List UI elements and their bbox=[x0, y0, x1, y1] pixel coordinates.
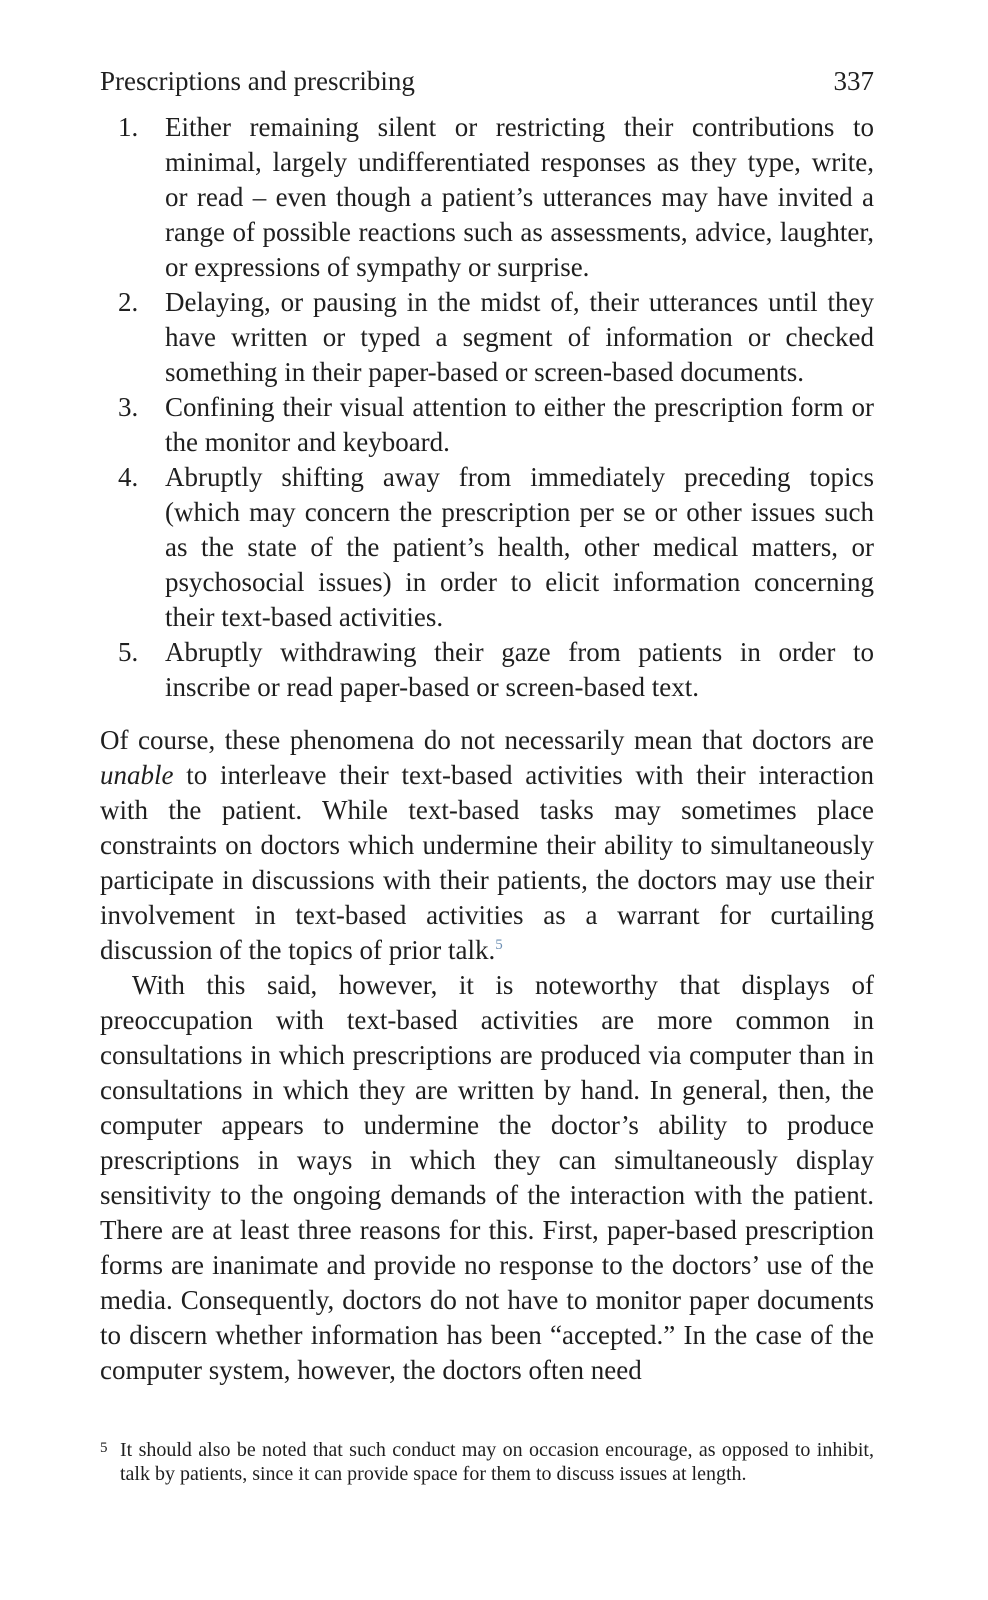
list-item-number: 5. bbox=[118, 637, 139, 667]
list-item bbox=[100, 285, 874, 390]
body-text bbox=[100, 723, 874, 1388]
list-item-text: Confining their visual attention to either the prescription form or the monitor and keyboard. bbox=[165, 392, 874, 457]
footnote bbox=[100, 1438, 874, 1486]
list-item-text: Either remaining silent or restricting their contributions to minimal, largely undifferentiated responses as they type, write, or read – even though a patient’s utterances may have invited a range of possible reactions such as assessments, advice, laughter, or expressions of sympathy or surprise. bbox=[165, 112, 874, 282]
list-item-text: Abruptly withdrawing their gaze from patients in order to inscribe or read paper-based or screen-based text. bbox=[165, 637, 874, 702]
paragraph bbox=[100, 723, 874, 968]
list-item-number: 1. bbox=[118, 112, 139, 142]
list-item bbox=[100, 460, 874, 635]
paragraph-text-start: Of course, these phenomena do not necessarily mean that doctors are bbox=[100, 725, 874, 755]
list-item-number: 3. bbox=[118, 392, 139, 422]
page bbox=[100, 64, 874, 1388]
footnote-number: 5 bbox=[100, 1440, 108, 1456]
list-item-text: Abruptly shifting away from immediately preceding topics (which may concern the prescription per se or other issues such as the state of the patient’s health, other medical matters, or psychosocial issues) in order to elicit information concerning their text-based activities. bbox=[165, 462, 874, 632]
footnote-reference[interactable]: 5 bbox=[495, 937, 503, 953]
running-head bbox=[100, 64, 874, 98]
list-item-number: 4. bbox=[118, 462, 139, 492]
list-item bbox=[100, 110, 874, 285]
list-item bbox=[100, 390, 874, 460]
numbered-list bbox=[100, 110, 874, 705]
list-item-number: 2. bbox=[118, 287, 139, 317]
paragraph-text-end: to interleave their text-based activities with their interaction with the patient. While text-based tasks may sometimes place constraints on doctors which undermine their ability to simultaneously participate in discussions with their patients, the doctors may use their involvement in text-based activities as a warrant for curtailing discussion of the topics of prior talk. bbox=[100, 760, 874, 965]
emphasis-text: unable bbox=[100, 760, 174, 790]
footnote-text: It should also be noted that such conduct may on occasion encourage, as opposed to inhibit, talk by patients, since it can provide space for them to discuss issues at length. bbox=[120, 1439, 874, 1485]
list-item bbox=[100, 635, 874, 705]
paragraph: With this said, however, it is noteworthy that displays of preoccupation with text-based activities are more common in consultations in which prescriptions are produced via computer than in consultations in which they are written by hand. In general, then, the computer appears to undermine the doctor’s ability to produce prescriptions in ways in which they can simultaneously display sensitivity to the ongoing demands of the interaction with the patient. There are at least three reasons for this. First, paper-based prescription forms are inanimate and provide no response to the doctors’ use of the media. Consequently, doctors do not have to monitor paper documents to discern whether information has been “accepted.” In the case of the computer system, however, the doctors often need bbox=[100, 970, 874, 1385]
running-head-title: Prescriptions and prescribing bbox=[100, 66, 415, 96]
list-item-text: Delaying, or pausing in the midst of, their utterances until they have written or typed a segment of information or checked something in their paper-based or screen-based documents. bbox=[165, 287, 874, 387]
page-number: 337 bbox=[833, 66, 874, 96]
